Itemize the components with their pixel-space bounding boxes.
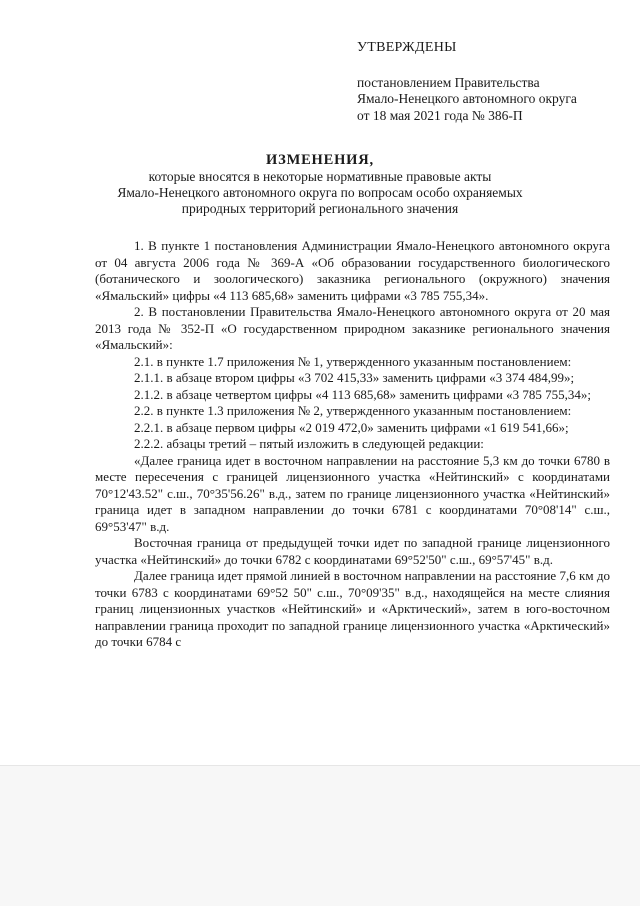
page-background — [0, 765, 640, 906]
document-title: ИЗМЕНЕНИЯ, — [266, 152, 374, 168]
approval-line-3: от 18 мая 2021 года № 386-П — [357, 107, 523, 123]
paragraph-quote-2: Восточная граница от предыдущей точки идет по западной границе лицензионного участка «Нейтинский» до точки 6782 с координатами 69°52'50" с.ш., 69°57'45" в.д. — [95, 535, 610, 567]
approval-line-1: постановлением Правительства — [357, 74, 540, 90]
paragraph-2-2-2: 2.2.2. абзацы третий – пятый изложить в следующей редакции: — [134, 436, 484, 451]
paragraph-quote-3: Далее граница идет прямой линией в восточном направлении на расстояние 7,6 км до точки 6783 с координатами 69°52 50" с.ш., 70°09'35" в.д., находящейся на месте слияния границ лицензионных участков «Нейтинский» и «Арктический», затем в юго-восточном направлении граница проходит по западной границе лицензионного участка «Арктический» до точки 6784 с — [95, 568, 610, 649]
paragraph-2-2-1: 2.2.1. в абзаце первом цифры «2 019 472,0» заменить цифрами «1 619 541,66»; — [134, 419, 569, 435]
subtitle-line-1: которые вносятся в некоторые нормативные правовые акты — [148, 169, 492, 184]
paragraph-2-1-1: 2.1.1. в абзаце втором цифры «3 702 415,33» заменить цифрами «3 374 484,99»; — [134, 370, 575, 385]
paragraph-1: 1. В пункте 1 постановления Администрации Ямало-Ненецкого автономного округа от 04 августа 2006 года № 369-А «Об образовании государственного биологического (ботанического и зоологического) заказника регионального (окружного) значения «Ямальский» цифры «4 113 685,68» заменить цифрами «3 785 755,34». — [95, 238, 610, 303]
approval-stamp — [357, 40, 627, 124]
document-title-block — [60, 151, 580, 217]
approval-line-2: Ямало-Ненецкого автономного округа — [357, 91, 577, 106]
paragraph-quote-1: «Далее граница идет в восточном направлении на расстояние 5,3 км до точки 6780 в месте пересечения с границей лицензионного участка «Нейтинский» с координатами 70°12'43.52" с.ш., 70°35'56.26" в.д., затем по границе лицензионного участка «Нейтинский» граница идет в западном направлении до точки 6781 с координатами 70°08'14" с.ш., 69°53'47" в.д. — [95, 452, 610, 534]
paragraph-2-2: 2.2. в пункте 1.3 приложения № 2, утвержденного указанным постановлением: — [134, 403, 572, 418]
paragraph-2-1-2: 2.1.2. в абзаце четвертом цифры «4 113 685,68» заменить цифрами «3 785 755,34»; — [134, 386, 591, 402]
approval-heading: УТВЕРЖДЕНЫ — [357, 40, 457, 55]
subtitle-line-2: Ямало-Ненецкого автономного округа по вопросам особо охраняемых — [117, 185, 523, 200]
paragraph-2: 2. В постановлении Правительства Ямало-Ненецкого автономного округа от 20 мая 2013 года № 352-П «О государственном природном заказнике регионального значения «Ямальский»: — [95, 304, 610, 352]
document-body — [95, 238, 610, 651]
paragraph-2-1: 2.1. в пункте 1.7 приложения № 1, утвержденного указанным постановлением: — [134, 353, 572, 369]
subtitle-line-3: природных территорий регионального значения — [181, 201, 459, 216]
